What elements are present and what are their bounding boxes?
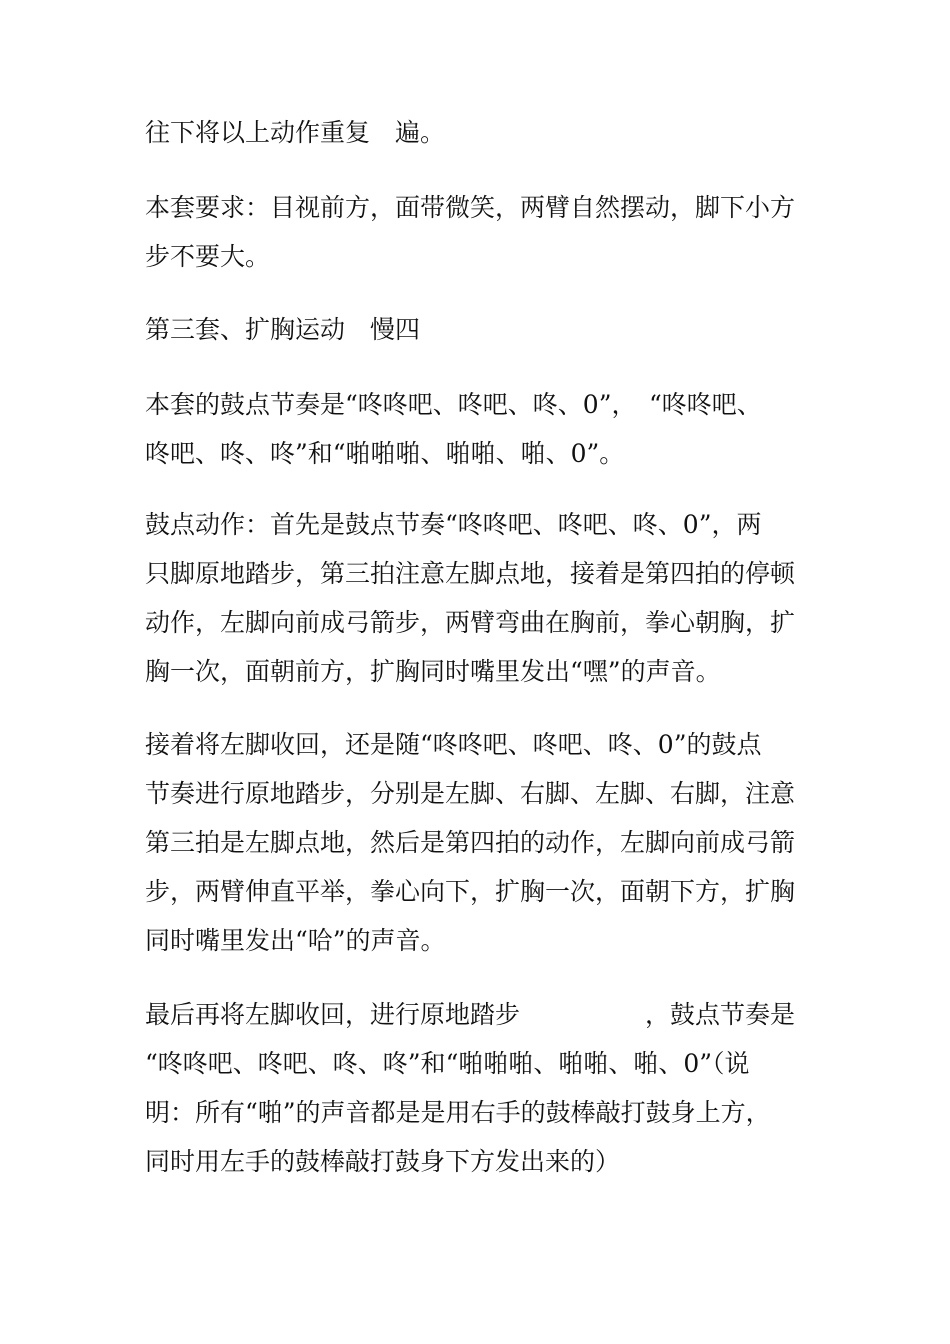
paragraph-requirements — [145, 183, 825, 281]
text-line: 咚吧、咚、咚”和“啪啪啪、啪啪、啪、0”。 — [145, 439, 625, 468]
text-line: 本套要求：目视前方，面带微笑，两臂自然摆动，脚下小方 — [145, 193, 796, 222]
text-line: 明：所有“啪”的声音都是是用右手的鼓棒敲打鼓身上方， — [145, 1098, 771, 1127]
text-line: 只脚原地踏步，第三拍注意左脚点地，接着是第四拍的停顿 — [145, 559, 796, 588]
paragraph-repeat — [145, 108, 825, 157]
section-heading — [145, 305, 825, 354]
text-line: 步不要大。 — [145, 242, 271, 271]
paragraph-rhythm — [145, 380, 825, 478]
paragraph-drum-moves — [145, 500, 825, 696]
text-line: 第三拍是左脚点地，然后是第四拍的动作，左脚向前成弓箭 — [145, 828, 796, 857]
text-line: 动作，左脚向前成弓箭步，两臂弯曲在胸前，拳心朝胸，扩 — [145, 608, 796, 637]
text-line: “咚咚吧、咚吧、咚、咚”和“啪啪啪、啪啪、啪、0”（说 — [145, 1049, 750, 1078]
text-line: 最后再将左脚收回，进行原地踏步 ，鼓点节奏是 — [145, 1000, 796, 1029]
paragraph-final — [145, 990, 825, 1186]
text-line: 同时用左手的鼓棒敲打鼓身下方发出来的） — [145, 1147, 621, 1176]
text-line: 鼓点动作：首先是鼓点节奏“咚咚吧、咚吧、咚、0”，两 — [145, 510, 762, 539]
text-line: 步，两臂伸直平举，拳心向下，扩胸一次，面朝下方，扩胸 — [145, 877, 796, 906]
text-line: 胸一次，面朝前方，扩胸同时嘴里发出“嘿”的声音。 — [145, 657, 721, 686]
text-line: 本套的鼓点节奏是“咚咚吧、咚吧、咚、0”， “咚咚吧、 — [145, 390, 762, 419]
text-line: 同时嘴里发出“哈”的声音。 — [145, 926, 446, 955]
text-line: 节奏进行原地踏步，分别是左脚、右脚、左脚、右脚，注意 — [145, 779, 796, 808]
text-line: 往下将以上动作重复 遍。 — [145, 118, 446, 147]
paragraph-left-foot-return — [145, 720, 825, 965]
text-line: 接着将左脚收回，还是随“咚咚吧、咚吧、咚、0”的鼓点 — [145, 730, 762, 759]
text-line: 第三套、扩胸运动 慢四 — [145, 315, 421, 344]
